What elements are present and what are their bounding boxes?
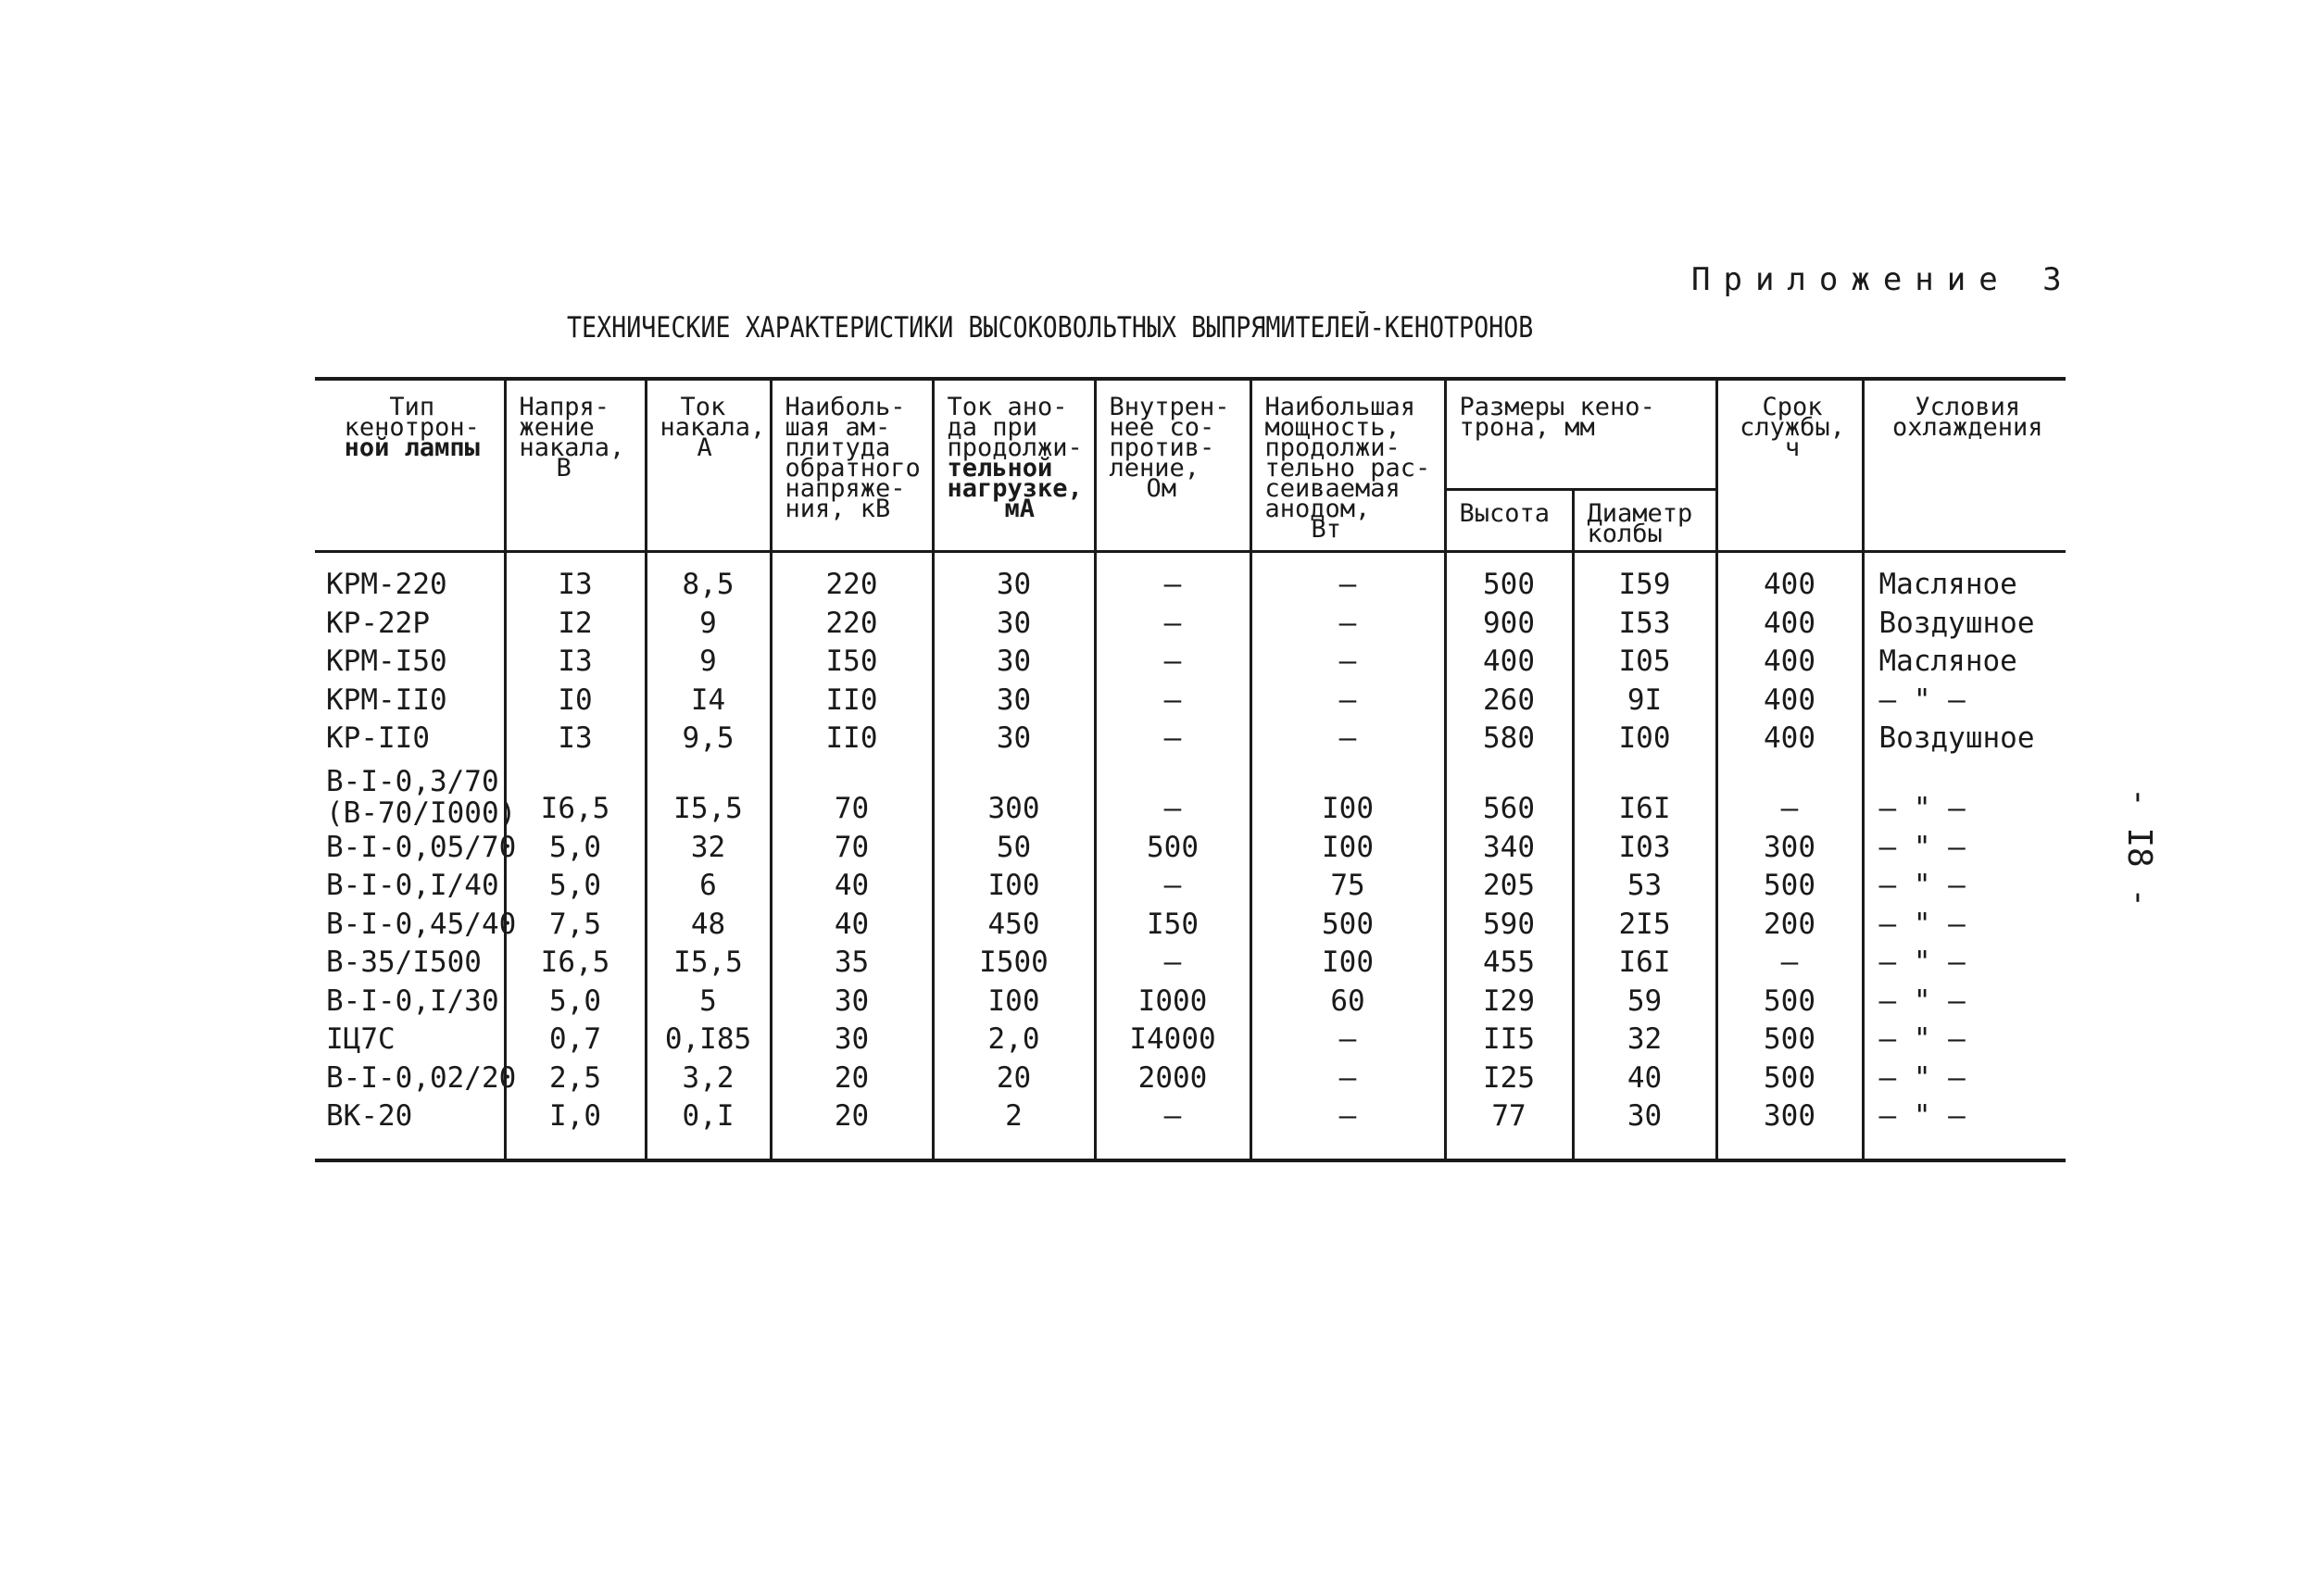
- cell-diameter: I6I: [1573, 944, 1716, 983]
- cell-resistance: 500: [1095, 829, 1250, 868]
- cell-current: 9: [646, 605, 771, 644]
- cell-reverse-voltage: 70: [771, 758, 933, 829]
- cell-cooling: – " –: [1863, 1097, 2066, 1160]
- cell-voltage: 5,0: [505, 983, 646, 1022]
- cell-power: 500: [1250, 906, 1445, 945]
- cell-cooling: – " –: [1863, 829, 2066, 868]
- cell-type: В-I-0,I/40: [315, 867, 505, 906]
- cell-reverse-voltage: 40: [771, 906, 933, 945]
- cell-power: –: [1250, 720, 1445, 758]
- appendix-label: Приложение 3: [1691, 261, 2075, 298]
- cell-voltage: I,0: [505, 1097, 646, 1160]
- cell-cooling: Масляное: [1863, 552, 2066, 605]
- cell-voltage: I2: [505, 605, 646, 644]
- cell-lifetime: 300: [1716, 829, 1863, 868]
- cell-voltage: I0: [505, 682, 646, 721]
- table-row: [315, 944, 2066, 983]
- cell-resistance: –: [1095, 682, 1250, 721]
- cell-height: 590: [1445, 906, 1573, 945]
- cell-type: ВК-20: [315, 1097, 505, 1160]
- cell-height: 205: [1445, 867, 1573, 906]
- cell-reverse-voltage: II0: [771, 720, 933, 758]
- cell-height: 580: [1445, 720, 1573, 758]
- cell-lifetime: 400: [1716, 720, 1863, 758]
- cell-cooling: – " –: [1863, 682, 2066, 721]
- cell-cooling: – " –: [1863, 906, 2066, 945]
- header-lifetime: Срок службы, ч: [1716, 379, 1863, 552]
- cell-cooling: – " –: [1863, 758, 2066, 829]
- cell-power: 75: [1250, 867, 1445, 906]
- cell-reverse-voltage: 40: [771, 867, 933, 906]
- cell-type: В-I-0,02/20: [315, 1059, 505, 1098]
- cell-height: 400: [1445, 643, 1573, 682]
- cell-type: КРМ-220: [315, 552, 505, 605]
- header-resistance: Внутрен- нее со- против- ление, Ом: [1095, 379, 1250, 552]
- cell-reverse-voltage: II0: [771, 682, 933, 721]
- cell-lifetime: 500: [1716, 983, 1863, 1022]
- cell-power: I00: [1250, 758, 1445, 829]
- table-row: [315, 720, 2066, 758]
- cell-anode-current: I00: [933, 983, 1095, 1022]
- cell-cooling: Воздушное: [1863, 720, 2066, 758]
- cell-height: 260: [1445, 682, 1573, 721]
- table-row: [315, 867, 2066, 906]
- cell-height: 900: [1445, 605, 1573, 644]
- cell-height: I29: [1445, 983, 1573, 1022]
- document-title: ТЕХНИЧЕСКИЕ ХАРАКТЕРИСТИКИ ВЫСОКОВОЛЬТНЫХ ВЫПРЯМИТЕЛЕЙ-КЕНОТРОНОВ: [567, 311, 1534, 345]
- cell-current: 5: [646, 983, 771, 1022]
- cell-current: I5,5: [646, 758, 771, 829]
- cell-lifetime: 500: [1716, 1021, 1863, 1059]
- cell-power: –: [1250, 682, 1445, 721]
- cell-type: В-I-0,45/40: [315, 906, 505, 945]
- cell-lifetime: 400: [1716, 552, 1863, 605]
- cell-diameter: 59: [1573, 983, 1716, 1022]
- cell-height: 560: [1445, 758, 1573, 829]
- cell-resistance: I4000: [1095, 1021, 1250, 1059]
- cell-power: –: [1250, 1021, 1445, 1059]
- cell-anode-current: 450: [933, 906, 1095, 945]
- cell-cooling: Воздушное: [1863, 605, 2066, 644]
- cell-anode-current: 2: [933, 1097, 1095, 1160]
- cell-anode-current: 300: [933, 758, 1095, 829]
- cell-height: 500: [1445, 552, 1573, 605]
- cell-current: I5,5: [646, 944, 771, 983]
- cell-type: IЦ7С: [315, 1021, 505, 1059]
- header-type: Тип кенотрон- ной лампы: [315, 379, 505, 552]
- kenotron-specs-table: [315, 377, 2066, 1162]
- cell-cooling: – " –: [1863, 983, 2066, 1022]
- cell-power: –: [1250, 605, 1445, 644]
- cell-cooling: – " –: [1863, 944, 2066, 983]
- cell-height: II5: [1445, 1021, 1573, 1059]
- cell-reverse-voltage: 220: [771, 605, 933, 644]
- cell-current: 32: [646, 829, 771, 868]
- cell-type: КРМ-I50: [315, 643, 505, 682]
- header-dimensions: Размеры кено- трона, мм: [1445, 379, 1716, 490]
- cell-height: 455: [1445, 944, 1573, 983]
- cell-resistance: –: [1095, 720, 1250, 758]
- header-cooling: Условия охлаждения: [1863, 379, 2066, 552]
- table-row: [315, 829, 2066, 868]
- cell-cooling: – " –: [1863, 867, 2066, 906]
- cell-anode-current: I500: [933, 944, 1095, 983]
- cell-diameter: I03: [1573, 829, 1716, 868]
- cell-anode-current: 30: [933, 720, 1095, 758]
- cell-reverse-voltage: 70: [771, 829, 933, 868]
- cell-current: 0,I: [646, 1097, 771, 1160]
- cell-power: –: [1250, 1059, 1445, 1098]
- header-height: Высота: [1445, 490, 1573, 552]
- table-header-row: [315, 379, 2066, 490]
- cell-resistance: –: [1095, 643, 1250, 682]
- cell-lifetime: 400: [1716, 682, 1863, 721]
- cell-type: КРМ-II0: [315, 682, 505, 721]
- cell-voltage: 5,0: [505, 867, 646, 906]
- cell-diameter: 40: [1573, 1059, 1716, 1098]
- header-power: Наибольшая мощность, продолжи- тельно рас- сеиваемая анодом, Вт: [1250, 379, 1445, 552]
- cell-diameter: I6I: [1573, 758, 1716, 829]
- cell-reverse-voltage: 30: [771, 1021, 933, 1059]
- cell-cooling: Масляное: [1863, 643, 2066, 682]
- cell-current: 9: [646, 643, 771, 682]
- table-row: [315, 983, 2066, 1022]
- table-row: [315, 605, 2066, 644]
- cell-lifetime: –: [1716, 944, 1863, 983]
- cell-power: I00: [1250, 829, 1445, 868]
- table-row: [315, 552, 2066, 605]
- table-row: [315, 643, 2066, 682]
- cell-power: I00: [1250, 944, 1445, 983]
- cell-diameter: 2I5: [1573, 906, 1716, 945]
- cell-voltage: 0,7: [505, 1021, 646, 1059]
- cell-voltage: I6,5: [505, 944, 646, 983]
- cell-type: В-I-0,3/70 (В-70/I000): [315, 758, 505, 829]
- cell-voltage: I3: [505, 643, 646, 682]
- cell-anode-current: 30: [933, 605, 1095, 644]
- table-row: [315, 1059, 2066, 1098]
- cell-type: В-35/I500: [315, 944, 505, 983]
- cell-height: I25: [1445, 1059, 1573, 1098]
- cell-anode-current: 30: [933, 552, 1095, 605]
- cell-reverse-voltage: 20: [771, 1097, 933, 1160]
- cell-current: 0,I85: [646, 1021, 771, 1059]
- cell-voltage: 5,0: [505, 829, 646, 868]
- cell-anode-current: I00: [933, 867, 1095, 906]
- cell-voltage: I3: [505, 552, 646, 605]
- header-anode-current: Ток ано- да при продолжи- тельной нагрузке, мА: [933, 379, 1095, 552]
- table-row: [315, 758, 2066, 829]
- cell-current: 3,2: [646, 1059, 771, 1098]
- cell-resistance: –: [1095, 867, 1250, 906]
- cell-resistance: I000: [1095, 983, 1250, 1022]
- cell-current: 9,5: [646, 720, 771, 758]
- cell-reverse-voltage: 20: [771, 1059, 933, 1098]
- cell-resistance: –: [1095, 552, 1250, 605]
- cell-current: I4: [646, 682, 771, 721]
- cell-power: 60: [1250, 983, 1445, 1022]
- table-row: [315, 906, 2066, 945]
- cell-anode-current: 30: [933, 682, 1095, 721]
- cell-height: 340: [1445, 829, 1573, 868]
- cell-diameter: 53: [1573, 867, 1716, 906]
- cell-lifetime: 400: [1716, 643, 1863, 682]
- table-row: [315, 1021, 2066, 1059]
- cell-type: КР-22Р: [315, 605, 505, 644]
- cell-resistance: –: [1095, 944, 1250, 983]
- cell-diameter: 9I: [1573, 682, 1716, 721]
- cell-power: –: [1250, 643, 1445, 682]
- cell-height: 77: [1445, 1097, 1573, 1160]
- cell-current: 6: [646, 867, 771, 906]
- cell-resistance: 2000: [1095, 1059, 1250, 1098]
- cell-reverse-voltage: 30: [771, 983, 933, 1022]
- cell-lifetime: 200: [1716, 906, 1863, 945]
- cell-type: В-I-0,I/30: [315, 983, 505, 1022]
- cell-resistance: –: [1095, 1097, 1250, 1160]
- cell-diameter: 32: [1573, 1021, 1716, 1059]
- cell-voltage: I6,5: [505, 758, 646, 829]
- cell-reverse-voltage: 220: [771, 552, 933, 605]
- cell-voltage: I3: [505, 720, 646, 758]
- page-number: - I8 -: [2120, 787, 2158, 909]
- cell-current: 48: [646, 906, 771, 945]
- cell-diameter: I59: [1573, 552, 1716, 605]
- table-row: [315, 682, 2066, 721]
- cell-diameter: I53: [1573, 605, 1716, 644]
- cell-resistance: –: [1095, 758, 1250, 829]
- cell-anode-current: 30: [933, 643, 1095, 682]
- cell-type: КР-II0: [315, 720, 505, 758]
- header-current: Ток накала, А: [646, 379, 771, 552]
- cell-lifetime: 500: [1716, 1059, 1863, 1098]
- cell-resistance: –: [1095, 605, 1250, 644]
- table-row: [315, 1097, 2066, 1160]
- header-reverse-voltage: Наиболь- шая ам- плитуда обратного напряже- ния, кВ: [771, 379, 933, 552]
- cell-diameter: I05: [1573, 643, 1716, 682]
- cell-cooling: – " –: [1863, 1021, 2066, 1059]
- cell-voltage: 7,5: [505, 906, 646, 945]
- cell-type: В-I-0,05/70: [315, 829, 505, 868]
- cell-lifetime: –: [1716, 758, 1863, 829]
- cell-anode-current: 20: [933, 1059, 1095, 1098]
- cell-lifetime: 400: [1716, 605, 1863, 644]
- header-voltage: Напря- жение накала, В: [505, 379, 646, 552]
- cell-lifetime: 300: [1716, 1097, 1863, 1160]
- cell-power: –: [1250, 1097, 1445, 1160]
- cell-resistance: I50: [1095, 906, 1250, 945]
- cell-anode-current: 50: [933, 829, 1095, 868]
- cell-anode-current: 2,0: [933, 1021, 1095, 1059]
- cell-diameter: I00: [1573, 720, 1716, 758]
- cell-power: –: [1250, 552, 1445, 605]
- cell-voltage: 2,5: [505, 1059, 646, 1098]
- cell-reverse-voltage: I50: [771, 643, 933, 682]
- cell-diameter: 30: [1573, 1097, 1716, 1160]
- cell-reverse-voltage: 35: [771, 944, 933, 983]
- cell-current: 8,5: [646, 552, 771, 605]
- header-diameter: Диаметр колбы: [1573, 490, 1716, 552]
- cell-cooling: – " –: [1863, 1059, 2066, 1098]
- cell-lifetime: 500: [1716, 867, 1863, 906]
